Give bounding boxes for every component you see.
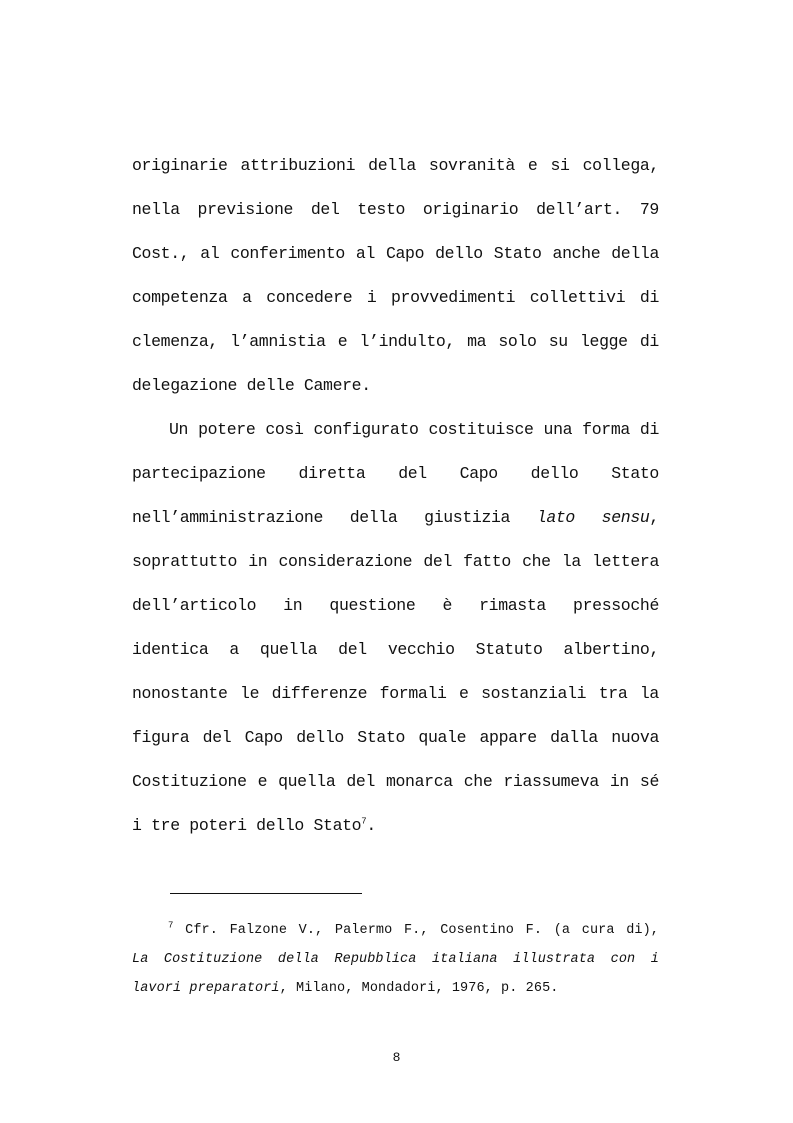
italic-phrase: lato sensu — [536, 508, 650, 527]
footnote-line — [132, 974, 659, 1003]
page-number: 8 — [392, 1050, 401, 1065]
text-line: nella previsione del testo originario dell’art. 79 — [132, 200, 659, 219]
footnote — [132, 916, 659, 1003]
text-line: figura del Capo dello Stato quale appare dalla nuova — [132, 728, 659, 747]
text-segment: . — [366, 816, 376, 835]
footnote-reference[interactable]: 7 — [361, 816, 367, 827]
text-segment: i tre poteri dello Stato — [132, 816, 362, 835]
text-segment: Cfr. Falzone V., Palermo F., Cosentino F. (a cura di), — [173, 923, 659, 938]
text-line: partecipazione diretta del Capo dello Stato — [132, 464, 659, 483]
text-line: originarie attribuzioni della sovranità e si collega, — [132, 156, 659, 175]
text-segment: , Milano, Mondadori, 1976, p. 265. — [279, 981, 559, 996]
text-line: competenza a concedere i provvedimenti collettivi di — [132, 288, 659, 307]
text-line: clemenza, l’amnistia e l’indulto, ma solo su legge di — [132, 332, 659, 351]
text-line: identica a quella del vecchio Statuto albertino, — [132, 640, 659, 659]
paragraph-first-line: Un potere così configurato costituisce una forma di — [169, 420, 659, 439]
text-line: Costituzione e quella del monarca che riassumeva in sé — [132, 772, 659, 791]
text-segment: , — [649, 508, 659, 527]
footnote-separator — [170, 893, 362, 894]
text-line — [132, 496, 659, 540]
text-line: Cost., al conferimento al Capo dello Stato anche della — [132, 244, 659, 263]
text-line: delegazione delle Camere. — [132, 376, 371, 395]
text-segment: nell’amministrazione della giustizia — [132, 508, 537, 527]
body-text — [132, 144, 659, 848]
text-line: dell’articolo in questione è rimasta pressoché — [132, 596, 659, 615]
footnote-line — [132, 916, 659, 945]
footnote-number: 7 — [168, 920, 174, 931]
text-line: soprattutto in considerazione del fatto che la lettera — [132, 552, 659, 571]
italic-phrase: lavori preparatori — [132, 981, 280, 996]
text-line — [132, 804, 659, 848]
text-line: nonostante le differenze formali e sostanziali tra la — [132, 684, 659, 703]
footnote-line: La Costituzione della Repubblica italiana illustrata con i — [132, 952, 659, 967]
